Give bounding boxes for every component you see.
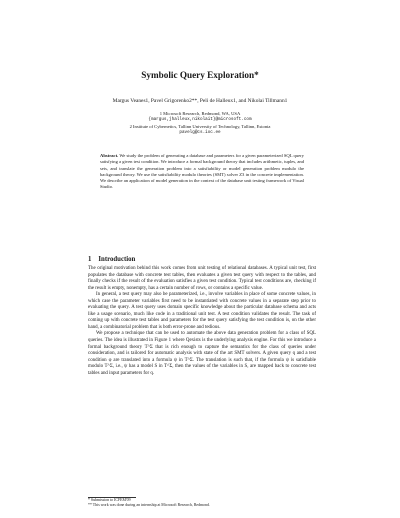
- section-title: Introduction: [98, 256, 136, 263]
- affiliations: [40, 111, 360, 137]
- paper-title: Symbolic Query Exploration*: [141, 70, 259, 80]
- paragraph-1: The original motivation behind this work comes from unit testing of relational databases. A typical unit test, first populates the database with concrete test tables, then evaluates a given test query with respect to the tables, and finally checks if the result of the evaluation satisfies a given test condition. Typical test conditions are, checking if the result is empty, nonempty, has a certain number of rows, or contains a specific value.: [88, 266, 316, 291]
- author-list: Margus Veanes1, Pavel Grigorenko2**, Peli de Halleux1, and Nikolai Tillmann1: [112, 98, 288, 104]
- section-body: [88, 266, 316, 377]
- footnotes: [88, 498, 316, 509]
- affiliation-microsoft: 1 Microsoft Research, Redmond, WA, USA: [159, 111, 241, 116]
- footnote-1: * Submission to ICFEM'09: [88, 498, 131, 502]
- paragraph-3: We propose a technique that can be used to automate the above data generation problem for a class of SQL queries. The idea is illustrated in Figure 1 where Qexists is the underlying analysis engine. For this we introduce a formal background theory T^Σ that is rich enough to capture the semantics for the class of queries under consideration, and is tailored for automatic analysis with state of the art SMT solvers. A given query q and a test condition φ are translated into a formula ψ in T^Σ. The translation is such that, if the formula ψ is satisfiable modulo T^Σ, i.e., ψ has a model S in T^Σ, then the values of the variables in S, are mapped back to concrete test tables and input parameters for q.: [88, 331, 316, 376]
- abstract-text: We study the problem of generating a database and parameters for a given parameterized SQL query satisfying a given test condition. We introduce a formal background theory that includes arithmetic, tuples, and sets, and translate the generation problem into a satisfiability or model generation problem modulo the background theory. We use the satisfiability modulo theories (SMT) solver Z3 in the concrete implementation. We describe an application of model generation in the context of the database unit testing framework of Visual Studio.: [100, 153, 304, 190]
- email-microsoft: {margus,jhalleux,nikolait}@microsoft.com: [148, 117, 252, 123]
- affiliation-tallinn: 2 Institute of Cybernetics, Tallinn University of Technology, Tallinn, Estonia: [129, 123, 271, 129]
- section-number: 1: [88, 256, 92, 263]
- footnote-2: ** This work was done during an internship at Microsoft Research, Redmond.: [88, 503, 210, 508]
- abstract-label: Abstract.: [100, 153, 119, 158]
- abstract: [100, 153, 304, 191]
- section-heading: [88, 256, 135, 263]
- paragraph-2: In general, a test query may also be parameterized, i.e., involve variables in place of some concrete values, in which case the parameter variables first need to be instantiated with concrete values in a separate step prior to evaluating the query. A test query uses domain specific knowledge about the particular database schema and acts like a usage scenario, much like code in a traditional unit test. A test condition validates the result. The task of coming up with concrete test tables and parameters for the test query satisfying the test condition is, on the other hand, a combinatorial problem that is both error-prone and tedious.: [88, 292, 316, 330]
- email-tallinn: pavelg@cs.ioc.ee: [179, 130, 221, 136]
